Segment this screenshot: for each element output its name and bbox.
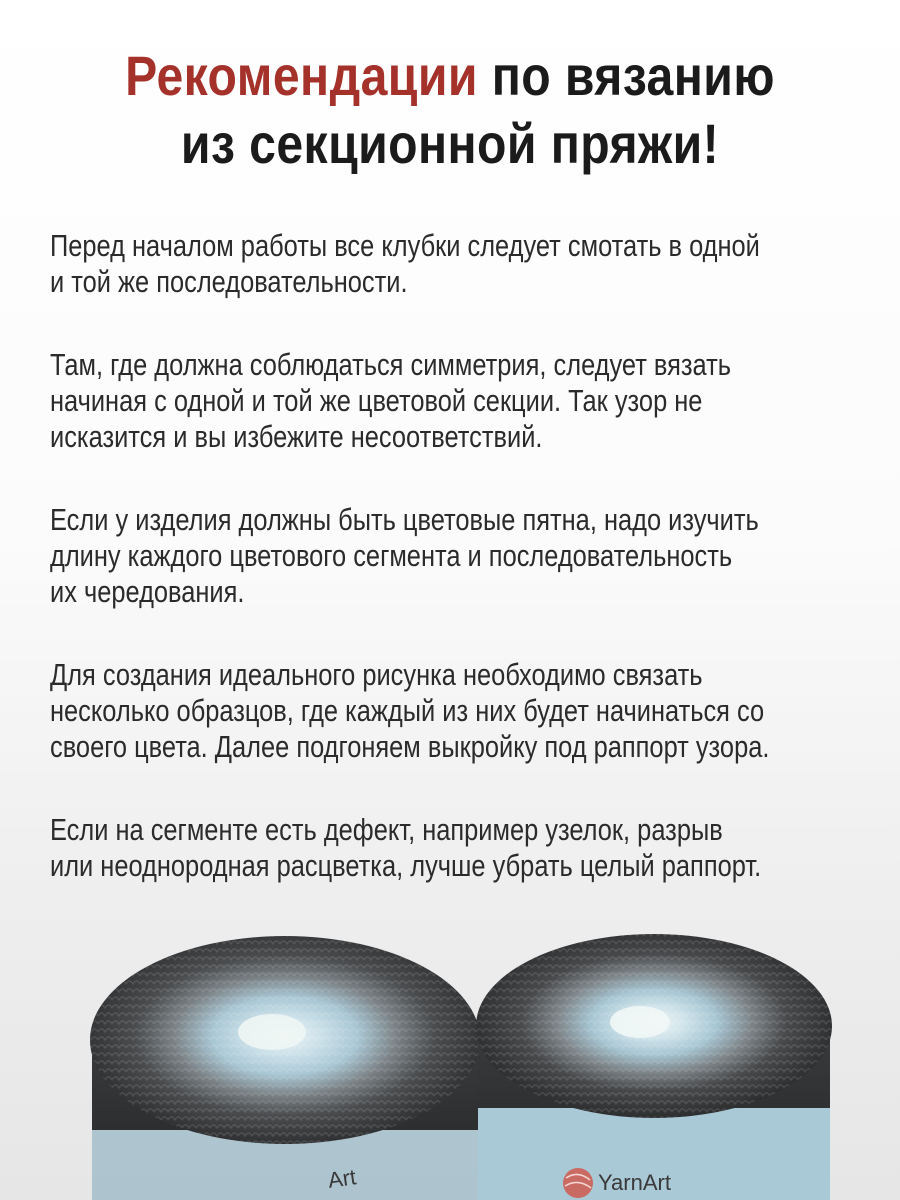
yarn-skeins-photo	[0, 930, 900, 1200]
paragraph-2	[50, 347, 850, 455]
recommendations-text	[50, 228, 850, 931]
text-line: Там, где должна соблюдаться симметрия, следует вязать	[50, 347, 732, 382]
text-line: их чередования.	[50, 574, 245, 609]
text-line: Перед началом работы все клубки следует смотать в одной	[50, 228, 760, 263]
paragraph-5	[50, 812, 850, 884]
right-brand-label: YarnArt	[598, 1170, 671, 1195]
text-line: Если у изделия должны быть цветовые пятна, надо изучить	[50, 502, 759, 537]
text-line: исказится и вы избежите несоответствий.	[50, 419, 543, 454]
paragraph-3	[50, 502, 850, 610]
text-line: или неоднородная расцветка, лучше убрать целый раппорт.	[50, 848, 762, 883]
title-line2: из секционной пряжи!	[180, 112, 720, 175]
text-line: несколько образцов, где каждый из них будет начинаться со	[50, 693, 765, 728]
title-accent: Рекомендации	[125, 44, 478, 107]
paragraph-4	[50, 657, 850, 765]
title-line1-rest: по вязанию	[491, 44, 775, 107]
text-line: Если на сегменте есть дефект, например узелок, разрыв	[50, 812, 723, 847]
page-title	[63, 42, 837, 178]
yarn-illustration	[0, 930, 900, 1200]
left-brand-label: Art	[326, 1164, 358, 1193]
text-line: начиная с одной и той же цветовой секции. Так узор не	[50, 383, 703, 418]
text-line: и той же последовательности.	[50, 264, 408, 299]
text-line: своего цвета. Далее подгоняем выкройку под раппорт узора.	[50, 729, 770, 764]
text-line: Для создания идеального рисунка необходимо связать	[50, 657, 703, 692]
paragraph-1	[50, 228, 850, 300]
text-line: длину каждого цветового сегмента и последовательность	[50, 538, 733, 573]
